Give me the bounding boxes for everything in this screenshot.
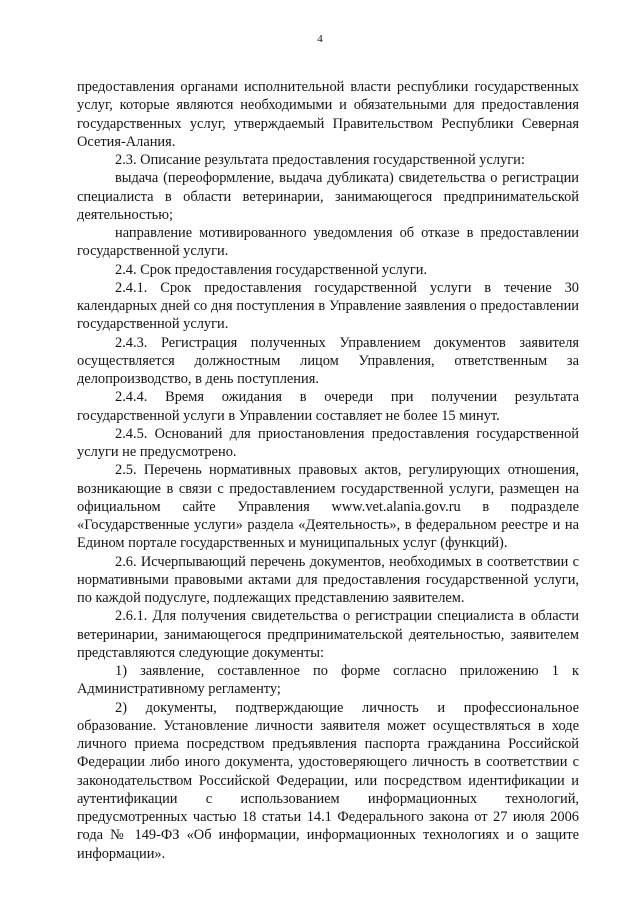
paragraph: предоставления органами исполнительной власти республики государственных услуг, которые являются необходимыми и обязательными для предоставления государственных услуг, утверждаемый Правительством Республики Северная Осетия-Алания. (77, 79, 579, 150)
paragraph: направление мотивированного уведомления об отказе в предоставлении государственной услуги. (77, 225, 579, 260)
paragraph: 2.5. Перечень нормативных правовых актов, регулирующих отношения, возникающие в связи с предоставлением государственной услуги, размещен на официальном сайте Управления www.vet.alania.gov.ru в подразделе «Государственные услуги» раздела «Деятельность», в федеральном реестре и на Едином портале государственных и муниципальных услуг (функций). (77, 462, 579, 552)
paragraph: 2.4.3. Регистрация полученных Управлением документов заявителя осуществляется должностным лицом Управления, ответственным за делопроизводство, в день поступления. (77, 334, 579, 387)
paragraph: 2.6. Исчерпывающий перечень документов, необходимых в соответствии с нормативными правовыми актами для предоставления государственной услуги, по каждой подуслуге, подлежащих представлению заявителем. (77, 553, 579, 606)
paragraph: 2.4.1. Срок предоставления государственной услуги в течение 30 календарных дней со дня поступления в Управление заявления о предоставлении государственной услуги. (77, 279, 579, 333)
paragraph: 1) заявление, составленное по форме согласно приложению 1 к Административному регламенту; (77, 663, 579, 698)
document-body (77, 78, 579, 863)
paragraph: 2.4.4. Время ожидания в очереди при получении результата государственной услуги в Управлении составляет не более 15 минут. (77, 389, 579, 424)
paragraph: выдача (переоформление, выдача дубликата) свидетельства о регистрации специалиста в области ветеринарии, занимающегося предпринимательской деятельностью; (77, 170, 579, 223)
paragraph: 2.3. Описание результата предоставления государственной услуги: (115, 152, 525, 168)
paragraph: 2.6.1. Для получения свидетельства о регистрации специалиста в области ветеринарии, занимающегося предпринимательской деятельностью, заявителем представляются следующие документы: (77, 608, 579, 661)
page-number: 4 (317, 33, 323, 45)
paragraph: 2.4. Срок предоставления государственной услуги. (115, 261, 428, 278)
paragraph: 2.4.5. Оснований для приостановления предоставления государственной услуги не предусмотрено. (77, 425, 579, 460)
paragraph: 2) документы, подтверждающие личность и профессиональное образование. Установление личности заявителя может осуществляться в ходе личного приема посредством предъявления паспорта гражданина Российской Федерации либо иного документа, удостоверяющего личность в соответствии с законодательством Российской Федерации, или посредством идентификации и аутентификации с использованием информационных технологий, предусмотренных частью 18 статьи 14.1 Федерального закона от 27 июля 2006 года № 149-ФЗ «Об информации, информационных технологиях и о защите информации». (77, 699, 579, 862)
